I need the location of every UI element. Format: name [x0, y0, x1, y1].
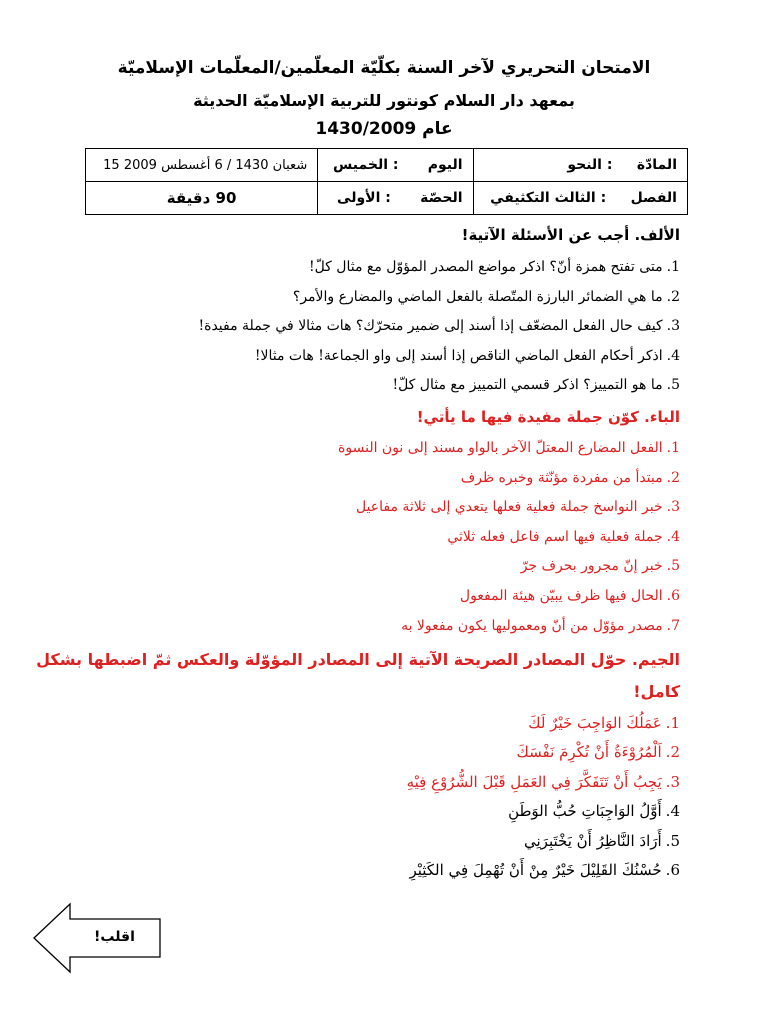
- question-item: [338, 493, 680, 523]
- question-number: 2.: [666, 469, 680, 486]
- question-item: [198, 253, 680, 283]
- section-b-questions: [338, 434, 680, 641]
- institution-name: بمعهد دار السلام كونتور للتربية الإسلاميّة الحديثة: [193, 91, 575, 110]
- period-value: : الأولى: [337, 190, 391, 206]
- question-text: مصدر مؤوّل من أنّ ومعموليها يكون مفعولا به: [401, 617, 663, 634]
- question-text: جملة فعلية فيها اسم فاعل فعله ثلاثي: [447, 528, 663, 545]
- question-number: 2.: [665, 743, 680, 762]
- section-c-questions: [407, 709, 680, 885]
- question-text: متى تفتح همزة أنّ؟ اذكر مواضع المصدر المؤوّل مع مثال كلّ!: [308, 259, 663, 275]
- info-row-1: [86, 149, 688, 182]
- day-label: اليوم: [427, 157, 463, 173]
- question-text: الحال فيها ظرف يبيّن هيئة المفعول: [459, 587, 663, 604]
- question-text: مبتدأ من مفردة مؤنّثة وخبره ظرف: [460, 469, 663, 486]
- question-text: يَجِبُ أَنْ تَتَفَكَّرَ فِي العَمَلِ قَبْلَ الشُّرُوْعِ فِيْهِ: [406, 772, 662, 791]
- question-text: اذكر أحكام الفعل الماضي الناقص إذا أسند إلى واو الجماعة! هات مثالا!: [254, 347, 663, 364]
- subject-label: المادّة: [636, 157, 677, 173]
- question-item: [198, 283, 680, 313]
- question-number: 1.: [665, 714, 680, 732]
- subject-value: : النحو: [567, 157, 613, 173]
- question-item: [338, 523, 680, 553]
- question-item: [198, 342, 680, 372]
- question-number: 5.: [666, 377, 680, 393]
- info-row-2: [86, 182, 688, 215]
- class-label: الفصل: [630, 190, 677, 206]
- question-item: [338, 582, 680, 612]
- question-number: 4.: [665, 802, 680, 821]
- subject-cell: [473, 149, 687, 182]
- question-text: حُسْنُكَ القَلِيْلَ خَيْرٌ مِنْ أَنْ تُهْمِلَ فِي الكَثِيْرِ: [409, 861, 662, 880]
- question-text: ما هو التمييز؟ اذكر قسمي التمييز مع مثال كلّ!: [392, 377, 663, 393]
- exam-year: عام 1430/2009: [315, 119, 453, 139]
- question-text: اَلْمُرُوْءَةُ أَنْ تُكْرِمَ نَفْسَكَ: [516, 743, 662, 762]
- question-number: 5.: [666, 558, 680, 575]
- question-text: عَمَلُكَ الوَاجِبَ خَيْرٌ لَكَ: [528, 714, 662, 732]
- question-number: 6.: [665, 861, 680, 880]
- exam-title: الامتحان التحريري لآخر السنة بكلّيّة المعلّمين/المعلّمات الإسلاميّة: [117, 58, 651, 78]
- question-item: [407, 797, 680, 826]
- question-item: [407, 768, 680, 797]
- question-text: كيف حال الفعل المضعّف إذا أسند إلى ضمير متحرّك؟ هات مثالا في جملة مفيدة!: [198, 318, 663, 334]
- section-a-title: الألف. أجب عن الأسئلة الآتية!: [461, 226, 680, 244]
- exam-duration: 90 دقيقة: [86, 182, 318, 215]
- question-number: 4.: [666, 347, 680, 364]
- section-c-title-cont: كامل!: [633, 682, 680, 701]
- section-c-title: الجيم. حوّل المصادر الصريحة الآتية إلى المصادر المؤوّلة والعكس ثمّ اضبطها بشكل: [36, 650, 680, 669]
- question-number: 4.: [666, 528, 680, 545]
- period-label: الحصّة: [420, 190, 463, 206]
- question-number: 6.: [666, 587, 680, 604]
- exam-info-table: [85, 148, 688, 215]
- question-item: [407, 856, 680, 885]
- question-number: 1.: [666, 259, 680, 275]
- question-text: خبر إنّ مجرور بحرف جرّ: [520, 558, 663, 575]
- question-item: [407, 738, 680, 767]
- question-text: أَوَّلُ الوَاجِبَاتِ حُبُّ الوَطَنِ: [508, 802, 662, 821]
- question-number: 1.: [666, 440, 680, 456]
- question-text: ما هي الضمائر البارزة المتّصلة بالفعل الماضي والمضارع والأمر؟: [292, 288, 663, 305]
- question-text: خبر النواسخ جملة فعلية فعلها يتعدي إلى ثلاثة مفاعيل: [355, 499, 663, 516]
- class-value: : الثالث التكثيفي: [490, 190, 607, 206]
- question-number: 7.: [666, 617, 680, 634]
- turn-page-label: اقلب!: [94, 929, 135, 945]
- question-item: [338, 612, 680, 642]
- exam-date: شعبان 1430 / 6 أغسطس 2009 15: [86, 149, 318, 182]
- question-item: [338, 552, 680, 582]
- period-cell: [318, 182, 473, 215]
- question-number: 3.: [666, 318, 680, 334]
- question-item: [198, 371, 680, 401]
- section-b-title: الباء. كوّن جملة مفيدة فيها ما يأتي!: [416, 408, 680, 426]
- question-number: 5.: [665, 831, 680, 850]
- question-number: 3.: [666, 499, 680, 516]
- section-a-questions: [198, 253, 680, 401]
- day-value: : الخميس: [332, 157, 399, 173]
- class-cell: [473, 182, 687, 215]
- question-item: [198, 312, 680, 342]
- day-cell: [318, 149, 473, 182]
- question-number: 3.: [665, 772, 680, 791]
- question-item: [338, 464, 680, 494]
- question-item: [407, 709, 680, 738]
- question-item: [407, 827, 680, 856]
- question-number: 2.: [666, 288, 680, 305]
- question-item: [338, 434, 680, 464]
- question-text: أَرَادَ النَّاظِرُ أَنْ يَخْتَبِرَنِي: [524, 831, 662, 850]
- question-text: الفعل المضارع المعتلّ الآخر بالواو مسند إلى نون النسوة: [338, 440, 663, 456]
